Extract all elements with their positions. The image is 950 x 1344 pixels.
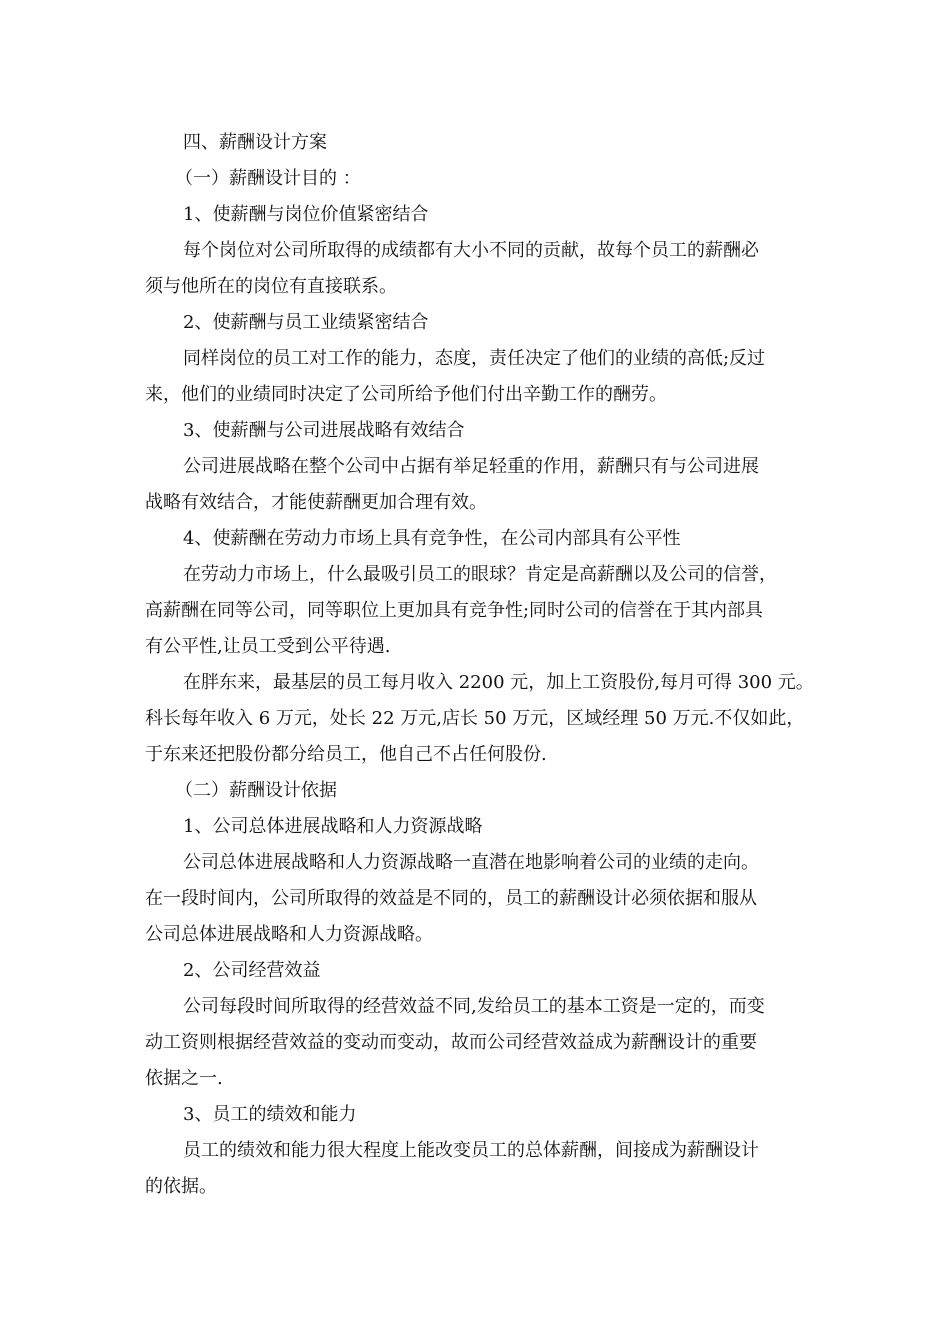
text-line: 公司每段时间所取得的经营效益不同,发给员工的基本工资是一定的，而变 (183, 996, 765, 1017)
text-line: 在劳动力市场上，什么最吸引员工的眼球？肯定是高薪酬以及公司的信誉， (183, 564, 777, 585)
text-line: 员工的绩效和能力很大程度上能改变员工的总体薪酬，间接成为薪酬设计 (183, 1140, 759, 1161)
text-line: 须与他所在的岗位有直接联系。 (145, 276, 397, 297)
text-line: 依据之一. (145, 1068, 223, 1089)
text-line: 4、使薪酬在劳动力市场上具有竞争性，在公司内部具有公平性 (183, 528, 681, 549)
text-line: 来，他们的业绩同时决定了公司所给予他们付出辛勤工作的酬劳。 (145, 384, 667, 405)
text-line: 2、使薪酬与员工业绩紧密结合 (183, 312, 429, 333)
text-line: 在一段时间内，公司所取得的效益是不同的，员工的薪酬设计必须依据和服从 (145, 888, 757, 909)
text-line: （一）薪酬设计目的 ： (175, 168, 361, 189)
text-line: （二）薪酬设计依据 (175, 780, 337, 801)
text-line: 3、使薪酬与公司进展战略有效结合 (183, 420, 465, 441)
text-line: 1、使薪酬与岗位价值紧密结合 (183, 204, 429, 225)
document-page (145, 125, 817, 1205)
text-line: 四、薪酬设计方案 (183, 132, 327, 153)
text-line: 科长每年收入 6 万元，处长 22 万元,店长 50 万元，区域经理 50 万元.不仅如此， (145, 708, 805, 729)
text-line: 1、公司总体进展战略和人力资源战略 (183, 816, 483, 837)
text-line: 每个岗位对公司所取得的成绩都有大小不同的贡献，故每个员工的薪酬必 (183, 240, 759, 261)
text-line: 有公平性,让员工受到公平待遇. (145, 636, 391, 657)
text-line: 战略有效结合，才能使薪酬更加合理有效。 (145, 492, 487, 513)
text-line: 在胖东来，最基层的员工每月收入 2200 元，加上工资股份,每月可得 300 元。 (183, 672, 814, 693)
text-line: 高薪酬在同等公司，同等职位上更加具有竞争性;同时公司的信誉在于其内部具 (145, 600, 764, 621)
text-line: 3、员工的绩效和能力 (183, 1104, 357, 1125)
text-line: 动工资则根据经营效益的变动而变动，故而公司经营效益成为薪酬设计的重要 (145, 1032, 757, 1053)
text-line: 同样岗位的员工对工作的能力，态度，责任决定了他们的业绩的高低;反过 (183, 348, 766, 369)
text-line: 公司进展战略在整个公司中占据有举足轻重的作用，薪酬只有与公司进展 (183, 456, 759, 477)
text-line: 的依据。 (145, 1176, 217, 1197)
text-line: 公司总体进展战略和人力资源战略。 (145, 924, 433, 945)
text-line: 公司总体进展战略和人力资源战略一直潜在地影响着公司的业绩的走向。 (183, 852, 759, 873)
text-line: 于东来还把股份都分给员工，他自己不占任何股份. (145, 744, 547, 765)
text-line: 2、公司经营效益 (183, 960, 321, 981)
